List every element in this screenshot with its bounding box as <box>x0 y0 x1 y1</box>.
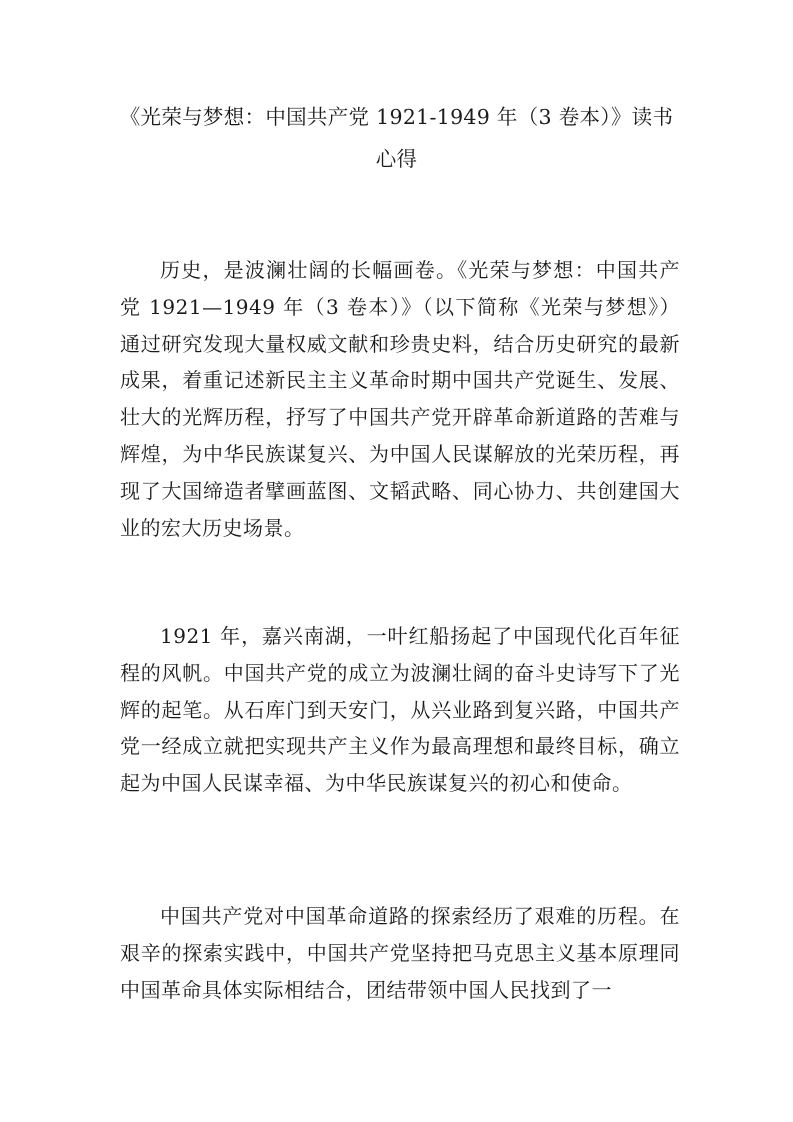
document-title: 《光荣与梦想：中国共产党 1921-1949 年（3 卷本）》读书心得 <box>119 105 674 171</box>
paragraph-2: 1921 年，嘉兴南湖，一叶红船扬起了中国现代化百年征程的风帆。中国共产党的成立为波澜壮阔的奋斗史诗写下了光辉的起笔。从石库门到天安门，从兴业路到复兴路，中国共产党一经成立就把实现共产主义作为最高理想和最终目标，确立起为中国人民谋幸福、为中华民族谋复兴的初心和使命。 <box>120 624 680 796</box>
paragraph-3: 中国共产党对中国革命道路的探索经历了艰难的历程。在艰辛的探索实践中，中国共产党坚持把马克思主义基本原理同中国革命具体实际相结合，团结带领中国人民找到了一 <box>120 904 680 1002</box>
paragraph-1: 历史，是波澜壮阔的长幅画卷。《光荣与梦想：中国共产党 1921—1949 年（3 卷本）》（以下简称《光荣与梦想》）通过研究发现大量权威文献和珍贵史料，结合历史研究的最新成果，着重记述新民主主义革命时期中国共产党诞生、发展、壮大的光辉历程，抒写了中国共产党开辟革命新道路的苦难与辉煌，为中华民族谋复兴、为中国人民谋解放的光荣历程，再现了大国缔造者擘画蓝图、文韬武略、同心协力、共创建国大业的宏大历史场景。 <box>120 258 680 540</box>
